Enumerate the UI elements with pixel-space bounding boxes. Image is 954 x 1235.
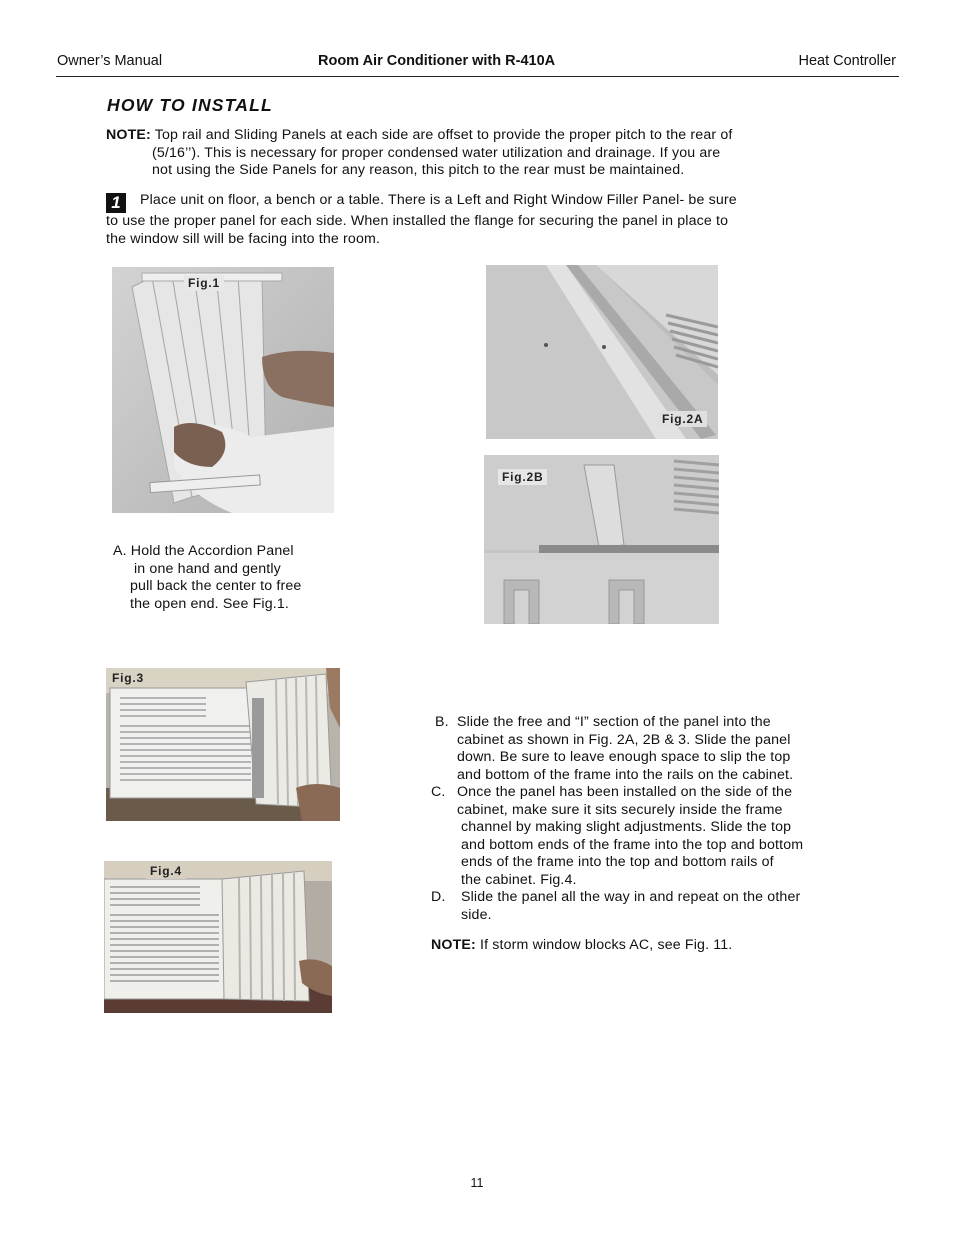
step-b [431,714,803,784]
figure-3-label: Fig.3 [108,670,148,686]
step-line: in one hand and gently [134,560,281,577]
step-c-letter: C. [431,784,446,800]
note-text: If storm window blocks AC, see Fig. 11. [479,937,733,953]
figure-2a-photo [486,265,718,439]
figure-3-photo [106,668,340,821]
note-storm-window [431,937,732,955]
step-line: Slide the panel all the way in and repeat on the other [461,889,801,905]
note-label: NOTE: [431,937,476,953]
step-line: the cabinet. Fig.4. [461,871,577,888]
step-number-badge: 1 [106,193,126,213]
step-line: ends of the frame into the top and bottom rails of [461,854,774,870]
step-c [431,784,803,889]
step-line: pull back the center to free [130,578,302,594]
header-left: Owner’s Manual [57,53,163,69]
step-line: channel by making slight adjustments. Slide the top [461,819,792,835]
note-paragraph [106,127,732,180]
step-line: the window sill will be facing into the room. [106,230,381,247]
figure-2a-label: Fig.2A [658,411,707,427]
step-d-letter: D. [431,889,446,905]
step-1-paragraph [106,192,737,248]
figure-1-illustration [112,267,334,513]
step-line: Once the panel has been installed on the side of the [457,784,793,800]
figure-4-photo [104,861,332,1013]
note-line: Top rail and Sliding Panels at each side are offset to provide the proper pitch to the rear of [154,127,733,143]
header-divider [56,76,899,77]
step-line: to use the proper panel for each side. When installed the flange for securing the panel in place to [106,213,729,229]
figure-3-illustration [106,668,340,821]
section-title: HOW TO INSTALL [107,95,273,115]
step-line: cabinet as shown in Fig. 2A, 2B & 3. Slide the panel [457,731,791,748]
note-label: NOTE: [106,127,151,143]
note-line: not using the Side Panels for any reason, this pitch to the rear must be maintained. [152,162,685,178]
figure-2b-label: Fig.2B [498,469,547,485]
steps-bcd-paragraph [431,714,803,924]
figure-1-photo [112,267,334,513]
step-line: A. Hold the Accordion Panel [113,543,294,559]
step-a-paragraph [113,543,301,613]
step-line: Place unit on floor, a bench or a table. There is a Left and Right Window Filler Panel- be sure [140,192,737,208]
header-title: Room Air Conditioner with R-410A [318,53,556,69]
note-line: (5/16’’). This is necessary for proper condensed water utilization and drainage. If you are [152,144,721,161]
figure-4-illustration [104,861,332,1013]
page-number: 11 [470,1176,484,1190]
step-line: and bottom of the frame into the rails on the cabinet. [457,766,794,783]
step-line: side. [461,906,492,923]
figure-1-label: Fig.1 [184,275,224,291]
step-line: cabinet, make sure it sits securely inside the frame [457,801,783,818]
step-line: down. Be sure to leave enough space to slip the top [457,749,791,765]
header-right: Heat Controller [798,53,896,69]
step-line: Slide the free and “I” section of the panel into the [457,714,771,730]
figure-2b-photo [484,455,719,624]
step-line: the open end. See Fig.1. [130,595,289,612]
step-b-letter: B. [435,714,449,730]
step-line: and bottom ends of the frame into the top and bottom [461,836,804,853]
figure-4-label: Fig.4 [146,863,186,879]
step-d [431,889,803,924]
